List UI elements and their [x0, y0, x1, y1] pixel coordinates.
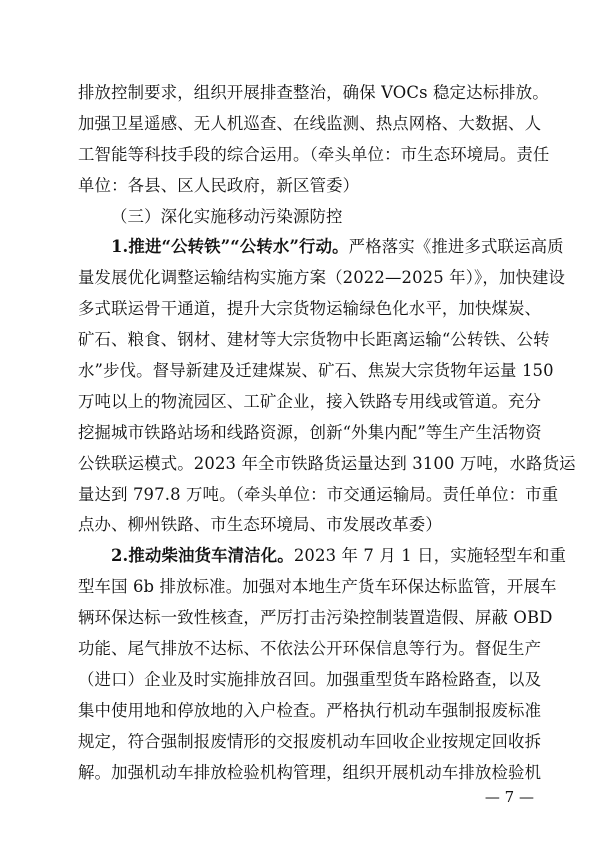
page-number: — 7 — [484, 788, 534, 806]
text-line-1: 排放控制要求，组织开展排查整治，确保 VOCs 稳定达标排放。 [78, 83, 549, 102]
text-line-17: 型车国 6b 排放标准。加强对本地生产货车环保达标监管，开展车 [78, 577, 557, 597]
text-line-3: 工智能等科技手段的综合运用。（牵头单位：市生态环境局。责任 [78, 144, 550, 164]
document-body [78, 78, 576, 788]
item-2-heading: 2.推动柴油货车清洁化。 [111, 546, 294, 566]
item-1-heading: 1.推进“公转铁”“公转水”行动。 [111, 237, 349, 257]
item-1-text: 严格落实《推进多式联运高质 [348, 237, 564, 257]
text-line-18: 辆环保达标一致性核查，严厉打击污染控制装置造假、屏蔽 OBD [78, 608, 553, 628]
text-line-15: 点办、柳州铁路、市生态环境局、市发展改革委） [78, 515, 442, 535]
text-line-22: 规定，符合强制报废情形的交报废机动车回收企业按规定回收拆 [78, 731, 542, 751]
text-line-8: 多式联运骨干通道，提升大宗货物运输绿色化水平，加快煤炭、 [78, 299, 542, 319]
text-line-19: 功能、尾气排放不达标、不依法公开环保信息等行为。督促生产 [78, 639, 542, 659]
text-line-14: 量达到 797.8 万吨。（牵头单位：市交通运输局。责任单位：市重 [78, 484, 559, 504]
text-line-10: 水”步伐。督导新建及迁建煤炭、矿石、焦炭大宗货物年运量 150 [78, 361, 554, 381]
text-line-11: 万吨以上的物流园区、工矿企业，接入铁路专用线或管道。充分 [78, 391, 542, 411]
text-line-7: 量发展优化调整运输结构实施方案（2022—2025 年）》，加快建设 [78, 268, 566, 288]
text-line-2: 加强卫星遥感、无人机巡查、在线监测、热点网格、大数据、人 [78, 113, 542, 133]
item-1-opening-line [78, 232, 564, 263]
text-line-12: 挖掘城市铁路站场和线路资源，创新“外集内配”等生产生活物资 [78, 422, 542, 442]
text-line-21: 集中使用地和停放地的入户检查。严格执行机动车强制报废标准 [78, 700, 542, 720]
text-line-4: 单位：各县、区人民政府，新区管委） [78, 175, 360, 195]
text-line-20: （进口）企业及时实施排放召回。加强重型货车路检路查，以及 [78, 669, 542, 689]
item-2-text: 2023 年 7 月 1 日，实施轻型车和重 [293, 546, 567, 566]
text-line-13: 公铁联运模式。2023 年全市铁路货运量达到 3100 万吨，水路货运 [78, 453, 576, 473]
text-line-23: 解。加强机动车排放检验机构管理，组织开展机动车排放检验机 [78, 762, 542, 782]
section-heading-mobile-sources: （三）深化实施移动污染源防控 [111, 206, 343, 226]
item-2-opening-line [78, 541, 567, 572]
text-line-9: 矿石、粮食、钢材、建材等大宗货物中长距离运输“公转铁、公转 [78, 330, 550, 350]
